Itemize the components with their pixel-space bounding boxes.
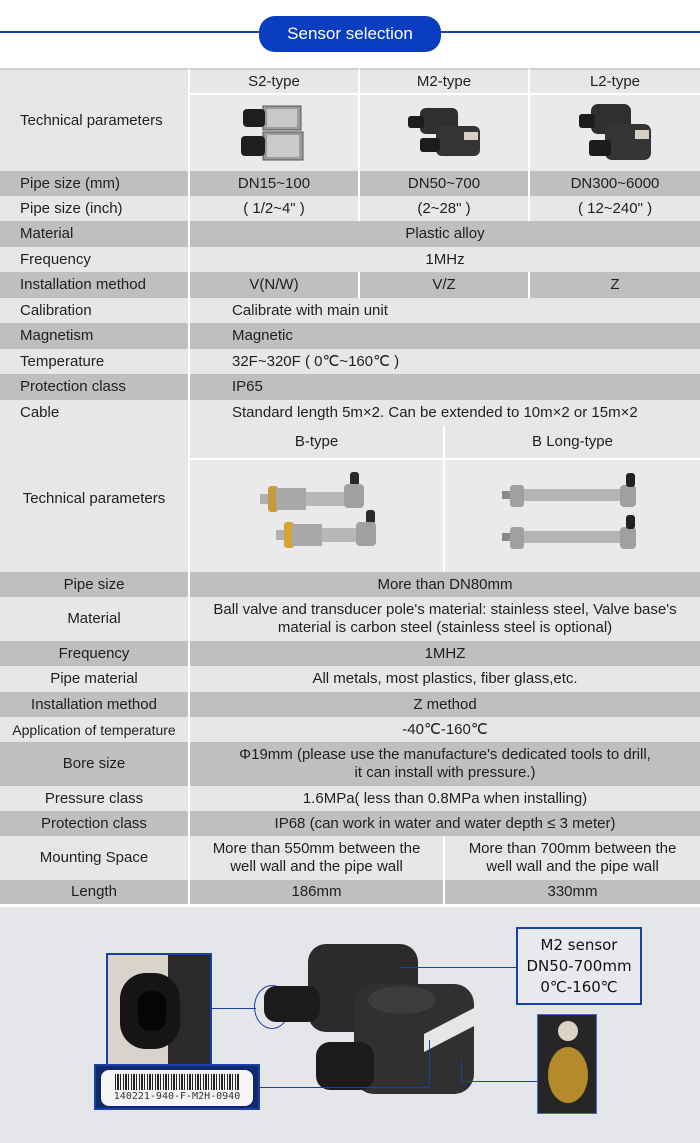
table1-row xyxy=(0,221,700,247)
callout-line-barcode-v xyxy=(429,1040,430,1088)
table1-row xyxy=(0,298,700,323)
type-b-long: B Long-type xyxy=(445,425,700,460)
row-value: ( 1/2~4" ) xyxy=(190,196,360,221)
barcode-label-closeup xyxy=(94,1064,260,1110)
row-label: Pipe size xyxy=(0,572,190,597)
value-line-2: well wall and the pipe wall xyxy=(230,858,403,875)
l2-sensor-image xyxy=(530,95,700,171)
row-value: 32F~320F ( 0℃~160℃ ) xyxy=(190,349,700,374)
table2-row xyxy=(0,597,700,641)
value-line-2: material is carbon steel (stainless steel is optional) xyxy=(277,619,613,636)
row-label: Bore size xyxy=(0,742,190,786)
page-title: Sensor selection xyxy=(259,16,441,52)
value-line-2: it can install with pressure.) xyxy=(354,764,536,781)
callout-line-gland xyxy=(212,1008,256,1009)
row-label: Length xyxy=(0,880,190,904)
row-value: Magnetic xyxy=(190,323,700,349)
row-label: Protection class xyxy=(0,374,190,400)
s2-sensor-image xyxy=(190,95,360,171)
table2-row xyxy=(0,666,700,692)
m2-sensor-image xyxy=(360,95,530,171)
row-label: Calibration xyxy=(0,298,190,323)
table1-row xyxy=(0,400,700,425)
row-value: Standard length 5m×2. Can be extended to 10m×2 or 15m×2 xyxy=(190,400,700,425)
row-value xyxy=(190,597,700,641)
callout-line-barcode-h xyxy=(260,1087,430,1088)
row-label: Material xyxy=(0,221,190,247)
table2-row xyxy=(0,811,700,836)
table2-row xyxy=(0,836,700,880)
table1-header-row xyxy=(0,68,700,171)
table1-label-header: Technical parameters xyxy=(0,68,190,171)
cable-gland-closeup-image xyxy=(106,953,212,1070)
table2-row xyxy=(0,742,700,786)
row-label: Temperature xyxy=(0,349,190,374)
row-value: All metals, most plastics, fiber glass,etc. xyxy=(190,666,700,692)
row-value xyxy=(190,836,445,880)
callout-line-3: 0℃-160℃ xyxy=(540,977,618,996)
row-label: Material xyxy=(0,597,190,641)
row-label: Frequency xyxy=(0,641,190,666)
table1-row xyxy=(0,349,700,374)
type-s2: S2-type xyxy=(190,68,360,95)
table2-header-row xyxy=(0,425,700,572)
type-l2: L2-type xyxy=(530,68,700,95)
row-value: 330mm xyxy=(445,880,700,904)
table2-row xyxy=(0,717,700,742)
row-value: IP68 (can work in water and water depth ≤ 3 meter) xyxy=(190,811,700,836)
row-value: 1MHZ xyxy=(190,641,700,666)
row-label: Application of temperature xyxy=(0,717,190,742)
row-value: DN50~700 xyxy=(360,171,530,196)
type-b: B-type xyxy=(190,425,445,460)
row-value: Plastic alloy xyxy=(190,221,700,247)
row-value: 186mm xyxy=(190,880,445,904)
table1-row xyxy=(0,196,700,221)
table2-row xyxy=(0,692,700,717)
row-value: -40℃-160℃ xyxy=(190,717,700,742)
type-m2: M2-type xyxy=(360,68,530,95)
row-label: Magnetism xyxy=(0,323,190,349)
value-line-1: More than 550mm between the xyxy=(212,840,421,857)
table2-label-header: Technical parameters xyxy=(0,425,190,572)
row-value: DN15~100 xyxy=(190,171,360,196)
value-line-1: More than 700mm between the xyxy=(468,840,677,857)
barcode-icon xyxy=(115,1074,239,1090)
row-label: Installation method xyxy=(0,692,190,717)
table1-row xyxy=(0,272,700,298)
table2-row xyxy=(0,786,700,811)
m2-sensor-photo xyxy=(262,938,492,1118)
value-line-1: Ball valve and transducer pole's material: stainless steel, Valve base's xyxy=(213,601,677,618)
row-label: Pipe material xyxy=(0,666,190,692)
row-label: Installation method xyxy=(0,272,190,298)
table1-row xyxy=(0,323,700,349)
transducer-face-closeup-image xyxy=(537,1014,597,1114)
row-value: V/Z xyxy=(360,272,530,298)
row-value xyxy=(445,836,700,880)
table1-row xyxy=(0,171,700,196)
callout-line-2: DN50-700mm xyxy=(526,956,632,975)
row-label: Cable xyxy=(0,400,190,425)
row-value: V(N/W) xyxy=(190,272,360,298)
row-label: Mounting Space xyxy=(0,836,190,880)
table1-row xyxy=(0,247,700,272)
row-value: Z method xyxy=(190,692,700,717)
row-value: IP65 xyxy=(190,374,700,400)
b-long-type-sensor-image xyxy=(445,460,700,572)
row-value xyxy=(190,742,700,786)
row-label: Frequency xyxy=(0,247,190,272)
row-value: Calibrate with main unit xyxy=(190,298,700,323)
row-value: ( 12~240" ) xyxy=(530,196,700,221)
row-label: Pipe size (mm) xyxy=(0,171,190,196)
row-value: Z xyxy=(530,272,700,298)
row-value: 1MHz xyxy=(190,247,700,272)
row-label: Protection class xyxy=(0,811,190,836)
table2-row xyxy=(0,880,700,904)
row-value: More than DN80mm xyxy=(190,572,700,597)
value-line-2: well wall and the pipe wall xyxy=(486,858,659,875)
callout-line-face-h xyxy=(461,1081,537,1082)
barcode-serial: 140221-940-F-M2H-0940 xyxy=(113,1091,241,1102)
callout-line-sensor xyxy=(400,967,516,968)
table1-row xyxy=(0,374,700,400)
m2-sensor-callout xyxy=(516,927,642,1005)
table2-row xyxy=(0,572,700,597)
value-line-1: Φ19mm (please use the manufacture's dedicated tools to drill, xyxy=(239,746,651,763)
row-label: Pipe size (inch) xyxy=(0,196,190,221)
b-type-sensor-image xyxy=(190,460,445,572)
row-label: Pressure class xyxy=(0,786,190,811)
callout-line-face-v xyxy=(461,1060,462,1082)
row-value: DN300~6000 xyxy=(530,171,700,196)
row-value: 1.6MPa( less than 0.8MPa when installing) xyxy=(190,786,700,811)
row-value: (2~28" ) xyxy=(360,196,530,221)
callout-line-1: M2 sensor xyxy=(540,935,618,954)
table2-row xyxy=(0,641,700,666)
